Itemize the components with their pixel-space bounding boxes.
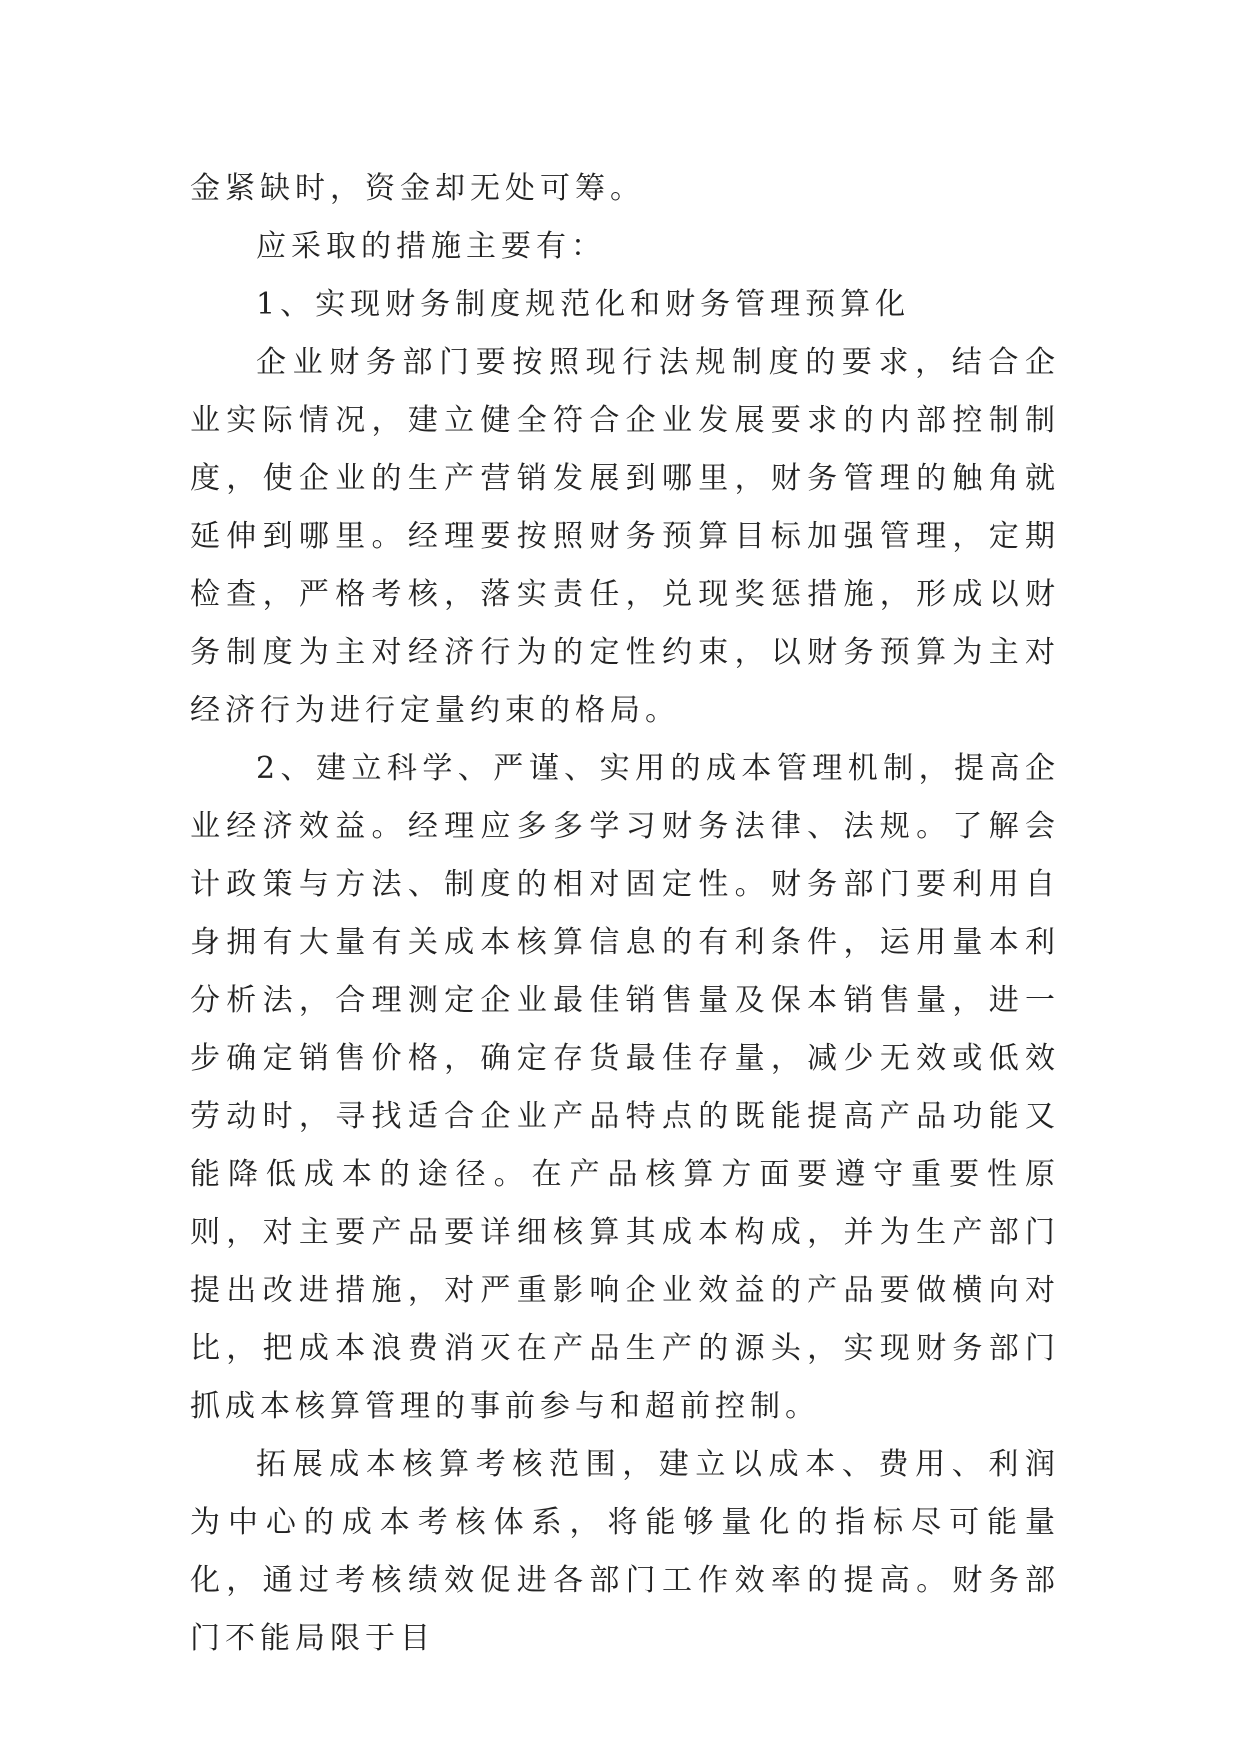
section-heading: 1、实现财务制度规范化和财务管理预算化: [256, 287, 911, 322]
paragraph: 应采取的措施主要有：: [256, 229, 606, 264]
body-text: [190, 160, 1060, 1668]
paragraph: 拓展成本核算考核范围，建立以成本、费用、利润为中心的成本考核体系，将能够量化的指标尽可能量化，通过考核绩效促进各部门工作效率的提高。财务部门不能局限于目: [190, 1447, 1060, 1656]
paragraph: 2、建立科学、严谨、实用的成本管理机制，提高企业经济效益。经理应多多学习财务法律、法规。了解会计政策与方法、制度的相对固定性。财务部门要利用自身拥有大量有关成本核算信息的有利条件，运用量本利分析法，合理测定企业最佳销售量及保本销售量，进一步确定销售价格，确定存货最佳存量，减少无效或低效劳动时，寻找适合企业产品特点的既能提高产品功能又能降低成本的途径。在产品核算方面要遵守重要性原则，对主要产品要详细核算其成本构成，并为生产部门提出改进措施，对严重影响企业效益的产品要做横向对比，把成本浪费消灭在产品生产的源头，实现财务部门抓成本核算管理的事前参与和超前控制。: [190, 751, 1060, 1424]
paragraph: 企业财务部门要按照现行法规制度的要求，结合企业实际情况，建立健全符合企业发展要求的内部控制制度，使企业的生产营销发展到哪里，财务管理的触角就延伸到哪里。经理要按照财务预算目标加强管理，定期检查，严格考核，落实责任，兑现奖惩措施，形成以财务制度为主对经济行为的定性约束，以财务预算为主对经济行为进行定量约束的格局。: [190, 345, 1060, 728]
paragraph: 金紧缺时，资金却无处可筹。: [190, 171, 645, 206]
